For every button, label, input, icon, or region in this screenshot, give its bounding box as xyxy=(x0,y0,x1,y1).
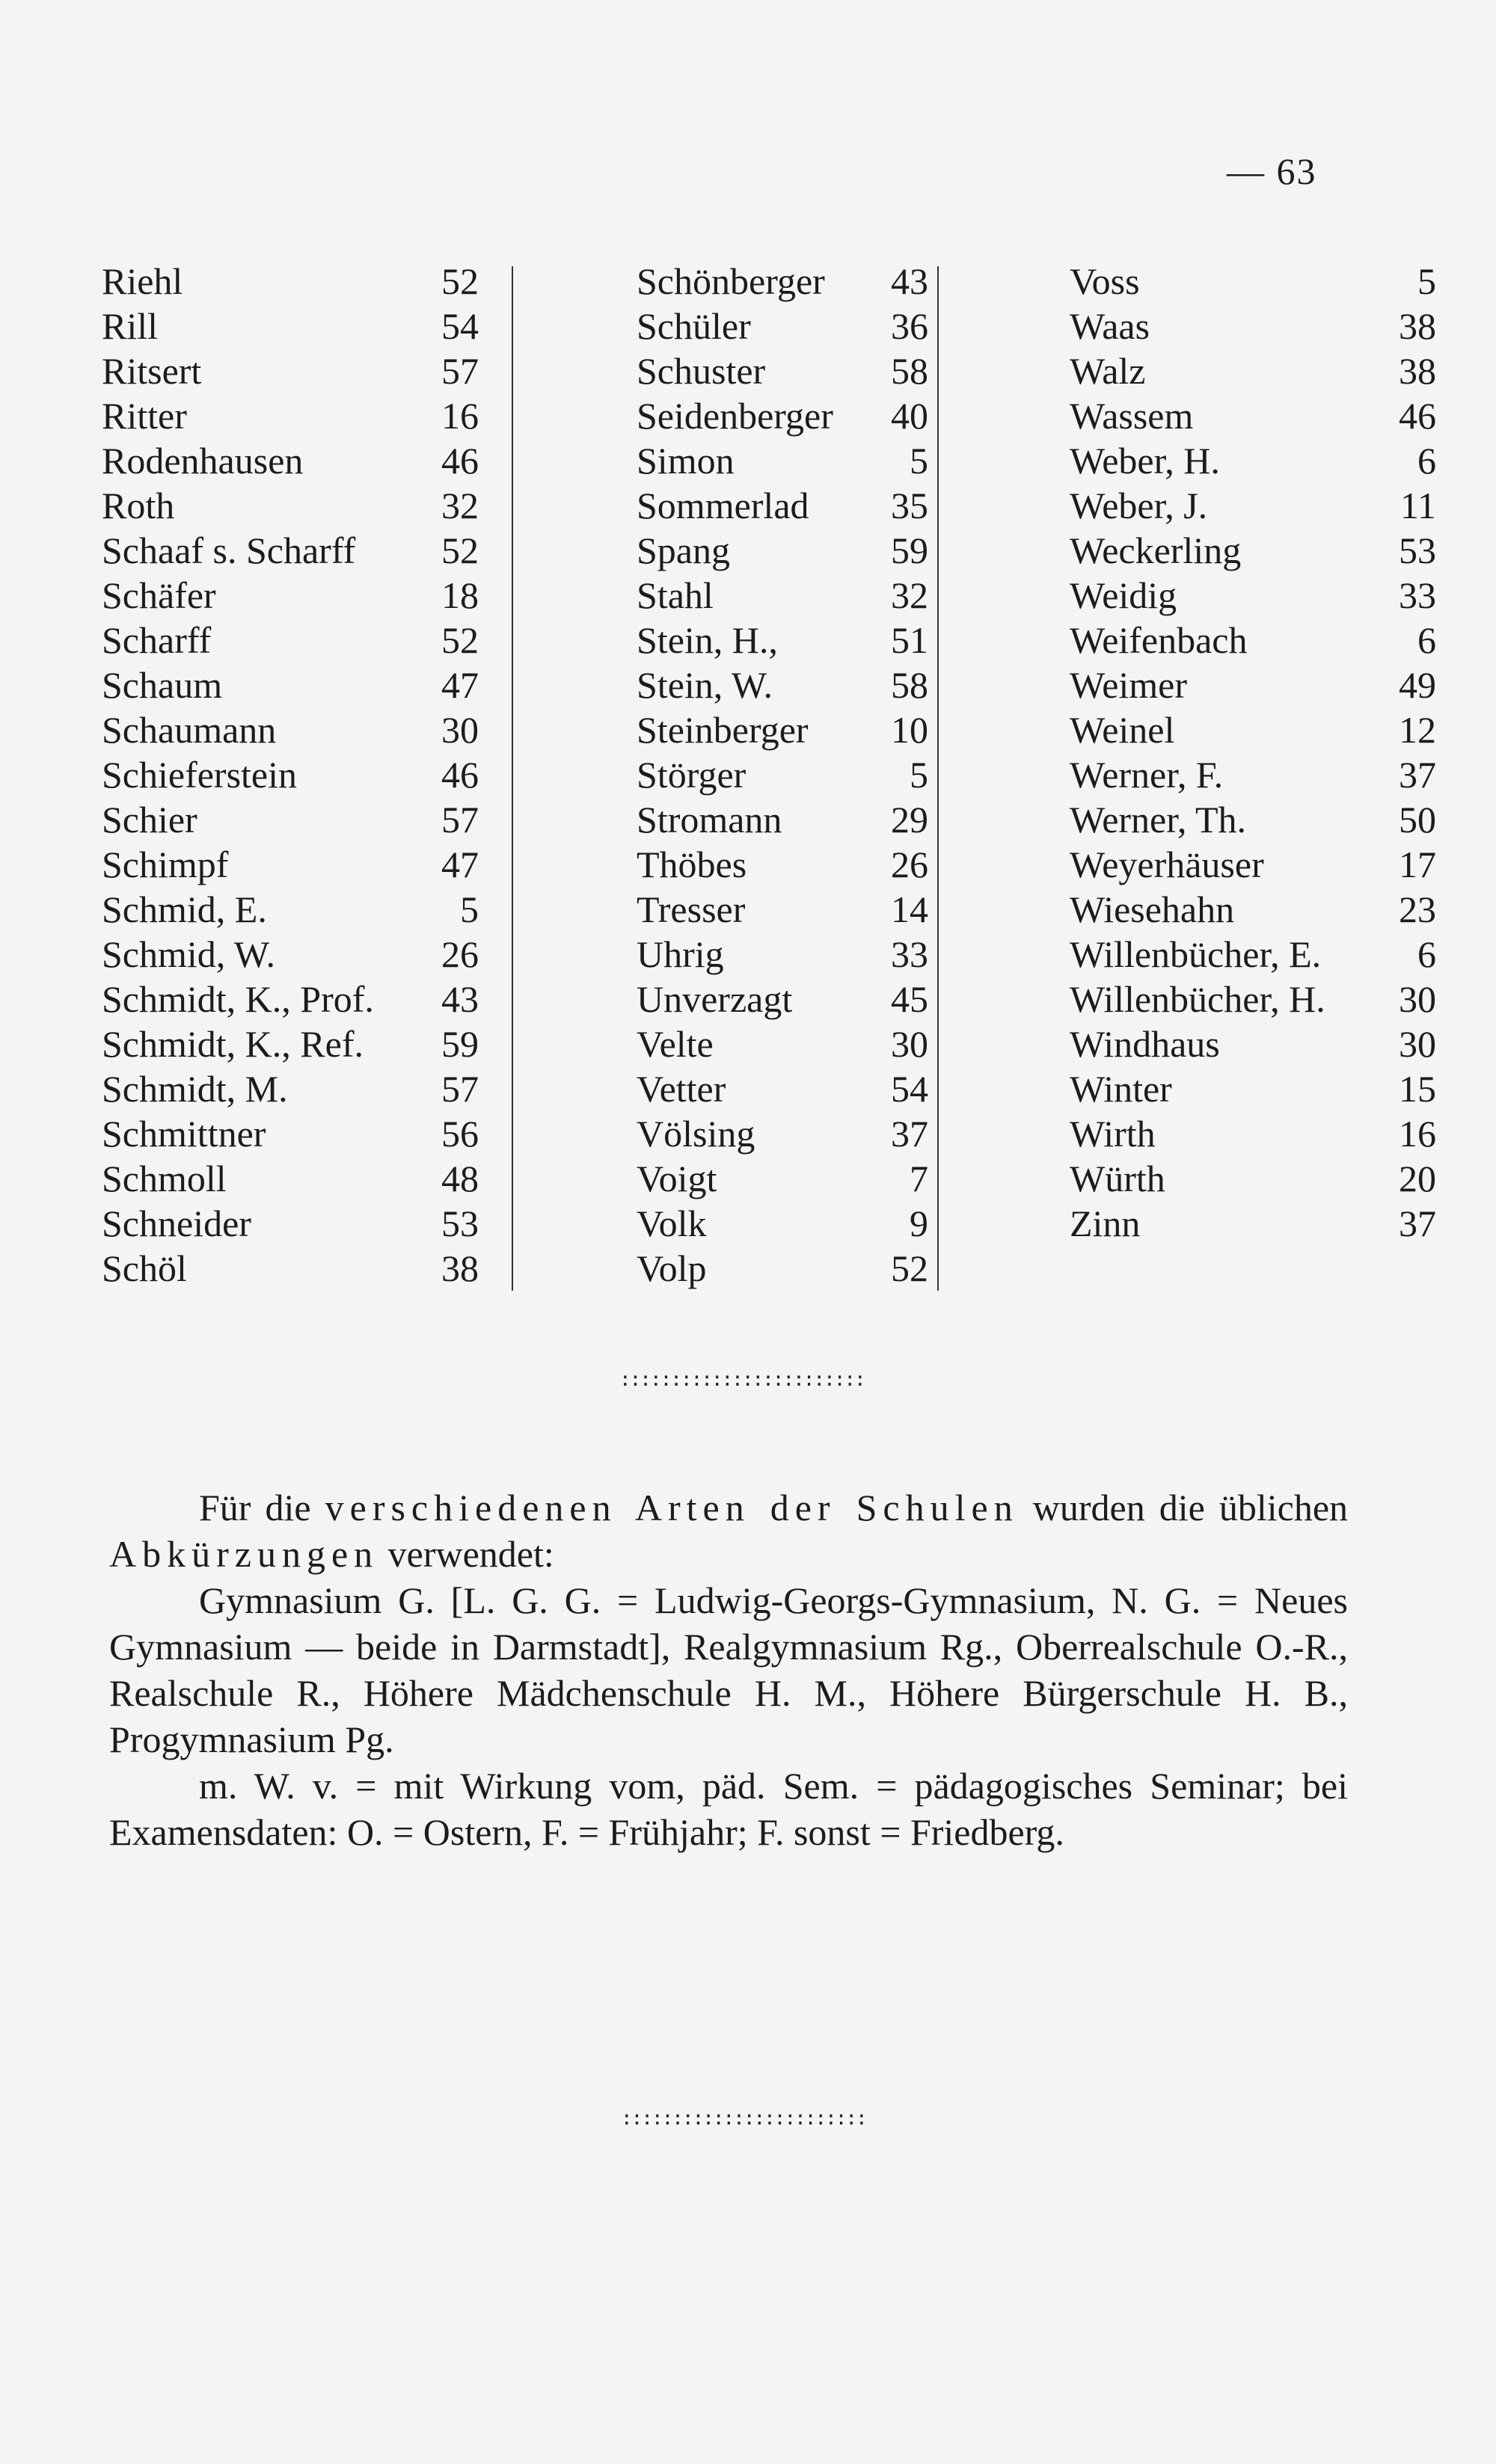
page-number: — 63 xyxy=(1227,150,1317,192)
entry-page-number: 35 xyxy=(891,485,928,526)
entry-name: Völsing xyxy=(637,1113,755,1155)
index-entry xyxy=(532,528,1014,573)
entry-name: Voigt xyxy=(637,1158,717,1199)
index-entry xyxy=(102,752,479,797)
entry-name: Tresser xyxy=(637,888,746,930)
entry-name: Weimer xyxy=(1070,664,1188,706)
index-entry xyxy=(102,304,479,348)
entry-name: Schaaf s. Scharff xyxy=(102,529,356,571)
index-entry xyxy=(965,528,1448,573)
index-entry xyxy=(532,438,1014,483)
entry-name: Werner, Th. xyxy=(1070,799,1247,841)
entry-page-number: 6 xyxy=(1417,933,1436,975)
entry-page-number: 43 xyxy=(891,260,928,302)
entry-page-number: 5 xyxy=(910,440,928,482)
entry-name: Schimpf xyxy=(102,844,229,885)
entry-page-number: 46 xyxy=(1399,395,1436,437)
entry-page-number: 57 xyxy=(441,799,479,841)
entry-name: Willenbücher, E. xyxy=(1070,933,1322,975)
index-entry xyxy=(965,663,1448,707)
entry-page-number: 5 xyxy=(1417,260,1436,302)
entry-page-number: 9 xyxy=(910,1202,928,1244)
entry-name: Werner, F. xyxy=(1070,754,1224,796)
entry-page-number: 16 xyxy=(441,395,479,437)
entry-name: Schäfer xyxy=(102,574,216,616)
entry-page-number: 32 xyxy=(441,485,479,526)
index-entry xyxy=(532,348,1014,393)
index-entry xyxy=(965,438,1448,483)
entry-page-number: 59 xyxy=(441,1023,479,1065)
entry-page-number: 54 xyxy=(891,1068,928,1110)
entry-page-number: 57 xyxy=(441,350,479,392)
index-entry xyxy=(965,348,1448,393)
entry-page-number: 53 xyxy=(441,1202,479,1244)
entry-page-number: 40 xyxy=(891,395,928,437)
entry-name: Schuster xyxy=(637,350,766,392)
entry-name: Sommerlad xyxy=(637,485,809,526)
entry-page-number: 54 xyxy=(441,305,479,347)
entry-page-number: 26 xyxy=(891,844,928,885)
entry-page-number: 26 xyxy=(441,933,479,975)
entry-page-number: 51 xyxy=(891,619,928,661)
entry-name: Weber, J. xyxy=(1070,485,1208,526)
index-entry xyxy=(102,977,479,1021)
entry-page-number: 30 xyxy=(891,1023,928,1065)
entry-name: Wassem xyxy=(1070,395,1194,437)
entry-page-number: 30 xyxy=(1399,1023,1436,1065)
index-entry xyxy=(532,1111,1014,1156)
entry-page-number: 5 xyxy=(910,754,928,796)
entry-name: Weckerling xyxy=(1070,529,1242,571)
index-entry xyxy=(965,573,1448,618)
entry-name: Velte xyxy=(637,1023,714,1065)
entry-page-number: 12 xyxy=(1399,709,1436,751)
entry-name: Stromann xyxy=(637,799,782,841)
index-entry xyxy=(532,707,1014,752)
intro-spaced-text: Abkürzungen xyxy=(109,1533,379,1575)
entry-page-number: 58 xyxy=(891,350,928,392)
entry-name: Stahl xyxy=(637,574,714,616)
entry-name: Wirth xyxy=(1070,1113,1156,1155)
index-entry xyxy=(532,977,1014,1021)
entry-name: Weifenbach xyxy=(1070,619,1248,661)
entry-page-number: 37 xyxy=(1399,754,1436,796)
index-entry xyxy=(965,393,1448,438)
entry-name: Schieferstein xyxy=(102,754,298,796)
entry-page-number: 49 xyxy=(1399,664,1436,706)
index-entry xyxy=(532,618,1014,663)
entry-page-number: 50 xyxy=(1399,799,1436,841)
index-entry xyxy=(532,1066,1014,1111)
entry-name: Störger xyxy=(637,754,747,796)
entry-page-number: 45 xyxy=(891,978,928,1020)
entry-name: Schönberger xyxy=(637,260,825,302)
index-entry xyxy=(965,1111,1448,1156)
entry-page-number: 46 xyxy=(441,440,479,482)
entry-name: Uhrig xyxy=(637,933,724,975)
entry-name: Weyerhäuser xyxy=(1070,844,1264,885)
entry-name: Vetter xyxy=(637,1068,726,1110)
entry-name: Weber, H. xyxy=(1070,440,1220,482)
entry-name: Spang xyxy=(637,529,730,571)
index-entry xyxy=(965,977,1448,1021)
index-entry xyxy=(102,1021,479,1066)
index-entry xyxy=(532,842,1014,887)
index-entry xyxy=(102,393,479,438)
entry-page-number: 18 xyxy=(441,574,479,616)
entry-name: Steinberger xyxy=(637,709,809,751)
entry-name: Schmidt, K., Prof. xyxy=(102,978,374,1020)
index-entry xyxy=(965,887,1448,932)
notes-intro xyxy=(109,1484,1348,1577)
entry-name: Walz xyxy=(1070,350,1146,392)
name-index xyxy=(102,259,1436,1291)
index-column-3 xyxy=(965,259,1448,1246)
index-entry xyxy=(965,483,1448,528)
entry-page-number: 38 xyxy=(1399,305,1436,347)
entry-name: Unverzagt xyxy=(637,978,793,1020)
index-entry xyxy=(965,1066,1448,1111)
entry-name: Winter xyxy=(1070,1068,1172,1110)
entry-page-number: 16 xyxy=(1399,1113,1436,1155)
index-entry xyxy=(102,528,479,573)
index-entry xyxy=(965,1021,1448,1066)
entry-page-number: 38 xyxy=(1399,350,1436,392)
entry-name: Volp xyxy=(637,1247,707,1289)
intro-spaced-text: verschiedenen Arten der Schulen xyxy=(325,1487,1019,1529)
entry-name: Schmidt, K., Ref. xyxy=(102,1023,364,1065)
entry-name: Schaumann xyxy=(102,709,277,751)
entry-page-number: 17 xyxy=(1399,844,1436,885)
abbreviation-notes xyxy=(109,1484,1348,1855)
index-entry xyxy=(965,304,1448,348)
index-entry xyxy=(965,932,1448,977)
entry-name: Schmidt, M. xyxy=(102,1068,288,1110)
entry-page-number: 14 xyxy=(891,888,928,930)
entry-name: Schmid, E. xyxy=(102,888,267,930)
index-entry xyxy=(102,483,479,528)
ornament-divider: :::::::::::::::::::::::: xyxy=(621,2107,866,2130)
entry-page-number: 47 xyxy=(441,844,479,885)
entry-name: Schier xyxy=(102,799,197,841)
entry-name: Rodenhausen xyxy=(102,440,304,482)
index-entry xyxy=(102,259,479,304)
entry-name: Seidenberger xyxy=(637,395,833,437)
index-entry xyxy=(102,663,479,707)
index-entry xyxy=(102,348,479,393)
entry-name: Simon xyxy=(637,440,735,482)
index-column-1 xyxy=(102,259,479,1291)
index-entry xyxy=(965,1201,1448,1246)
index-entry xyxy=(102,1066,479,1111)
entry-name: Zinn xyxy=(1070,1202,1141,1244)
entry-name: Riehl xyxy=(102,260,183,302)
index-entry xyxy=(532,1021,1014,1066)
entry-name: Thöbes xyxy=(637,844,747,885)
index-entry xyxy=(102,797,479,842)
entry-page-number: 33 xyxy=(1399,574,1436,616)
entry-name: Roth xyxy=(102,485,175,526)
entry-page-number: 15 xyxy=(1399,1068,1436,1110)
index-entry xyxy=(102,618,479,663)
entry-page-number: 52 xyxy=(441,619,479,661)
index-entry xyxy=(102,1246,479,1291)
index-entry xyxy=(532,393,1014,438)
index-entry xyxy=(532,752,1014,797)
entry-page-number: 56 xyxy=(441,1113,479,1155)
entry-page-number: 30 xyxy=(441,709,479,751)
index-entry xyxy=(532,932,1014,977)
index-entry xyxy=(102,1201,479,1246)
entry-page-number: 52 xyxy=(891,1247,928,1289)
entry-page-number: 57 xyxy=(441,1068,479,1110)
index-entry xyxy=(532,573,1014,618)
entry-page-number: 20 xyxy=(1399,1158,1436,1199)
entry-name: Schaum xyxy=(102,664,223,706)
entry-page-number: 30 xyxy=(1399,978,1436,1020)
entry-page-number: 5 xyxy=(460,888,479,930)
index-entry xyxy=(102,1156,479,1201)
index-entry xyxy=(102,573,479,618)
index-entry xyxy=(532,663,1014,707)
entry-name: Scharff xyxy=(102,619,212,661)
entry-name: Schmoll xyxy=(102,1158,227,1199)
ornament-divider: :::::::::::::::::::::::: xyxy=(619,1368,865,1391)
entry-page-number: 6 xyxy=(1417,440,1436,482)
index-entry xyxy=(102,438,479,483)
index-entry xyxy=(532,887,1014,932)
intro-text: verwendet: xyxy=(387,1533,554,1575)
entry-page-number: 46 xyxy=(441,754,479,796)
entry-page-number: 52 xyxy=(441,260,479,302)
index-entry xyxy=(965,797,1448,842)
index-entry xyxy=(102,842,479,887)
index-entry xyxy=(102,932,479,977)
notes-schools-paragraph: Gymnasium G. [L. G. G. = Ludwig-Georgs-Gymnasium, N. G. = Neues Gymnasium — beide in Darmstadt], Realgymnasium Rg., Oberrealschule O.-R., Realschule R., Höhere Mädchenschule H. M., Höhere Bürgerschule H. B., Progymnasium Pg. xyxy=(109,1579,1348,1760)
index-entry xyxy=(965,842,1448,887)
entry-name: Willenbücher, H. xyxy=(1070,978,1325,1020)
entry-name: Ritter xyxy=(102,395,187,437)
entry-name: Schmittner xyxy=(102,1113,266,1155)
entry-page-number: 47 xyxy=(441,664,479,706)
entry-name: Schmid, W. xyxy=(102,933,275,975)
entry-page-number: 33 xyxy=(891,933,928,975)
entry-name: Voss xyxy=(1070,260,1140,302)
entry-name: Würth xyxy=(1070,1158,1165,1199)
entry-name: Ritsert xyxy=(102,350,202,392)
entry-page-number: 43 xyxy=(441,978,479,1020)
entry-name: Rill xyxy=(102,305,159,347)
entry-page-number: 38 xyxy=(441,1247,479,1289)
index-entry xyxy=(965,752,1448,797)
index-entry xyxy=(102,1111,479,1156)
index-column-2 xyxy=(532,259,1014,1291)
index-entry xyxy=(532,304,1014,348)
entry-page-number: 23 xyxy=(1399,888,1436,930)
intro-text: Für die xyxy=(199,1487,311,1529)
index-entry xyxy=(102,887,479,932)
index-entry xyxy=(532,259,1014,304)
entry-page-number: 36 xyxy=(891,305,928,347)
entry-name: Weidig xyxy=(1070,574,1177,616)
entry-page-number: 59 xyxy=(891,529,928,571)
entry-page-number: 29 xyxy=(891,799,928,841)
entry-name: Volk xyxy=(637,1202,707,1244)
entry-page-number: 37 xyxy=(1399,1202,1436,1244)
entry-page-number: 11 xyxy=(1400,485,1436,526)
entry-name: Stein, W. xyxy=(637,664,773,706)
entry-name: Wiesehahn xyxy=(1070,888,1235,930)
entry-page-number: 7 xyxy=(910,1158,928,1199)
entry-page-number: 58 xyxy=(891,664,928,706)
entry-name: Schüler xyxy=(637,305,751,347)
entry-page-number: 10 xyxy=(891,709,928,751)
index-entry xyxy=(532,1246,1014,1291)
entry-name: Windhaus xyxy=(1070,1023,1220,1065)
index-entry xyxy=(102,707,479,752)
entry-page-number: 53 xyxy=(1399,529,1436,571)
index-entry xyxy=(532,1201,1014,1246)
notes-abbreviations-paragraph: m. W. v. = mit Wirkung vom, päd. Sem. = pädagogisches Seminar; bei Examensdaten: O. = Ostern, F. = Frühjahr; F. sonst = Friedberg. xyxy=(109,1765,1348,1853)
entry-page-number: 37 xyxy=(891,1113,928,1155)
entry-name: Weinel xyxy=(1070,709,1175,751)
entry-page-number: 52 xyxy=(441,529,479,571)
intro-text: wurden die üblichen xyxy=(1032,1487,1349,1529)
entry-name: Waas xyxy=(1070,305,1150,347)
entry-page-number: 6 xyxy=(1417,619,1436,661)
index-entry xyxy=(532,483,1014,528)
entry-name: Schneider xyxy=(102,1202,251,1244)
column-divider xyxy=(512,266,513,1291)
index-entry xyxy=(965,1156,1448,1201)
index-entry xyxy=(965,707,1448,752)
entry-name: Stein, H., xyxy=(637,619,778,661)
index-entry xyxy=(965,259,1448,304)
index-entry xyxy=(532,1156,1014,1201)
entry-page-number: 48 xyxy=(441,1158,479,1199)
index-entry xyxy=(965,618,1448,663)
entry-name: Schöl xyxy=(102,1247,187,1289)
entry-page-number: 32 xyxy=(891,574,928,616)
index-entry xyxy=(532,797,1014,842)
